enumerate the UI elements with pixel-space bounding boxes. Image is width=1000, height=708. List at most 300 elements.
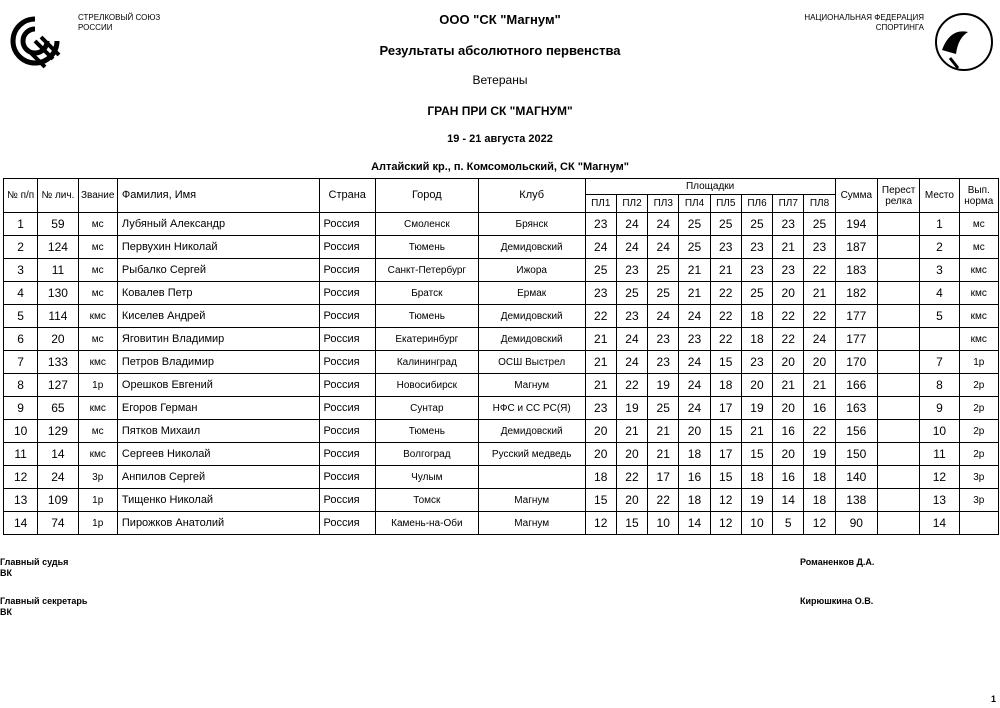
cell-num: 14 [4,512,38,535]
cell-score-pl7: 22 [773,328,804,351]
col-city: Город [375,179,478,213]
cell-num: 1 [4,213,38,236]
cell-score-pl5: 22 [710,328,741,351]
cell-rank: 1р [78,512,117,535]
cell-score-pl8: 21 [804,282,835,305]
cell-place [920,328,959,351]
right-org-name: НАЦИОНАЛЬНАЯ ФЕДЕРАЦИЯ СПОРТИНГА [804,13,924,32]
cell-num: 5 [4,305,38,328]
cell-score-pl1: 25 [585,259,616,282]
cell-score-pl4: 24 [679,374,710,397]
cell-score-pl3: 24 [648,236,679,259]
cell-score-pl2: 24 [616,213,647,236]
cell-rank: мс [78,259,117,282]
table-row [4,282,999,305]
table-row [4,420,999,443]
event-venue: Алтайский кр., п. Комсомольский, СК "Магнум" [371,161,629,173]
cell-num: 3 [4,259,38,282]
col-platform-2: ПЛ2 [616,195,647,213]
results-table [3,178,999,535]
cell-score-pl2: 15 [616,512,647,535]
cell-license: 24 [38,466,78,489]
table-row [4,443,999,466]
cell-city: Сунтар [375,397,478,420]
cell-shootoff [877,328,919,351]
cell-score-pl2: 20 [616,489,647,512]
cell-club: Демидовский [478,420,585,443]
cell-score-pl1: 21 [585,351,616,374]
cell-score-pl6: 18 [741,466,772,489]
table-row [4,259,999,282]
cell-name: Киселев Андрей [117,305,319,328]
cell-name: Ковалев Петр [117,282,319,305]
cell-norm: 2р [959,420,998,443]
cell-score-pl4: 23 [679,328,710,351]
cell-place: 11 [920,443,959,466]
cell-license: 74 [38,512,78,535]
cell-norm: кмс [959,328,998,351]
cell-score-pl5: 22 [710,282,741,305]
cell-license: 59 [38,213,78,236]
col-platform-3: ПЛ3 [648,195,679,213]
judge-name: Романенков Д.А. [800,557,875,567]
cell-score-pl7: 23 [773,259,804,282]
cell-shootoff [877,259,919,282]
cell-score-pl3: 25 [648,397,679,420]
cell-city: Тюмень [375,305,478,328]
cell-norm: 1р [959,351,998,374]
cell-sum: 183 [835,259,877,282]
cell-score-pl7: 5 [773,512,804,535]
cell-place: 7 [920,351,959,374]
cell-club [478,466,585,489]
cell-rank: кмс [78,305,117,328]
cell-rank: мс [78,420,117,443]
cell-score-pl6: 19 [741,397,772,420]
col-platform-1: ПЛ1 [585,195,616,213]
cell-score-pl4: 24 [679,397,710,420]
cell-score-pl8: 24 [804,328,835,351]
cell-norm: кмс [959,305,998,328]
col-platform-8: ПЛ8 [804,195,835,213]
cell-score-pl3: 23 [648,351,679,374]
cell-license: 133 [38,351,78,374]
cell-score-pl2: 24 [616,351,647,374]
cell-country: Россия [319,259,375,282]
cell-num: 12 [4,466,38,489]
cell-score-pl4: 25 [679,213,710,236]
cell-sum: 140 [835,466,877,489]
cell-norm: 2р [959,397,998,420]
col-sum: Сумма [835,179,877,213]
cell-score-pl6: 15 [741,443,772,466]
cell-norm: 3р [959,489,998,512]
cell-city: Екатеринбург [375,328,478,351]
cell-license: 129 [38,420,78,443]
judge-category: ВК [0,568,12,578]
cell-city: Братск [375,282,478,305]
table-row [4,351,999,374]
cell-score-pl5: 23 [710,236,741,259]
cell-score-pl3: 25 [648,282,679,305]
col-shootoff: Перест релка [877,179,919,213]
cell-country: Россия [319,420,375,443]
cell-place: 14 [920,512,959,535]
cell-score-pl7: 22 [773,305,804,328]
cell-country: Россия [319,489,375,512]
cell-city: Чулым [375,466,478,489]
cell-sum: 182 [835,282,877,305]
col-platforms: Площадки [585,179,835,195]
cell-shootoff [877,305,919,328]
cell-score-pl7: 21 [773,236,804,259]
cell-shootoff [877,236,919,259]
cell-score-pl8: 22 [804,305,835,328]
cell-club: Русский медведь [478,443,585,466]
cell-city: Тюмень [375,236,478,259]
cell-club: Демидовский [478,305,585,328]
cell-name: Первухин Николай [117,236,319,259]
cell-sum: 138 [835,489,877,512]
cell-rank: 3р [78,466,117,489]
cell-sum: 166 [835,374,877,397]
cell-sum: 156 [835,420,877,443]
cell-name: Тищенко Николай [117,489,319,512]
cell-score-pl2: 24 [616,236,647,259]
cell-score-pl2: 22 [616,466,647,489]
cell-score-pl4: 25 [679,236,710,259]
table-row [4,305,999,328]
col-platform-7: ПЛ7 [773,195,804,213]
judge-block [0,557,68,579]
cell-name: Сергеев Николай [117,443,319,466]
cell-score-pl3: 24 [648,213,679,236]
cell-score-pl6: 10 [741,512,772,535]
cell-score-pl4: 24 [679,305,710,328]
cell-norm [959,512,998,535]
cell-rank: кмс [78,397,117,420]
cell-num: 6 [4,328,38,351]
cell-score-pl7: 20 [773,443,804,466]
cell-score-pl7: 20 [773,397,804,420]
cell-score-pl7: 20 [773,282,804,305]
cell-name: Пятков Михаил [117,420,319,443]
cell-norm: 3р [959,466,998,489]
col-platform-4: ПЛ4 [679,195,710,213]
cell-name: Рыбалко Сергей [117,259,319,282]
table-row [4,328,999,351]
cell-license: 65 [38,397,78,420]
cell-score-pl4: 20 [679,420,710,443]
cell-norm: 2р [959,374,998,397]
cell-norm: мс [959,236,998,259]
cell-place: 9 [920,397,959,420]
table-row [4,397,999,420]
cell-country: Россия [319,466,375,489]
cell-num: 10 [4,420,38,443]
cell-city: Волгоград [375,443,478,466]
cell-score-pl2: 25 [616,282,647,305]
cell-rank: кмс [78,351,117,374]
cell-shootoff [877,443,919,466]
cell-score-pl4: 18 [679,489,710,512]
event-name: ГРАН ПРИ СК "МАГНУМ" [427,104,573,118]
cell-club: Демидовский [478,236,585,259]
cell-score-pl1: 22 [585,305,616,328]
cell-city: Томск [375,489,478,512]
cell-sum: 177 [835,328,877,351]
cell-score-pl5: 21 [710,259,741,282]
cell-country: Россия [319,305,375,328]
cell-sum: 194 [835,213,877,236]
cell-shootoff [877,282,919,305]
cell-rank: мс [78,236,117,259]
cell-score-pl3: 25 [648,259,679,282]
cell-place: 10 [920,420,959,443]
cell-name: Орешков Евгений [117,374,319,397]
cell-score-pl4: 21 [679,282,710,305]
cell-score-pl1: 20 [585,420,616,443]
cell-shootoff [877,420,919,443]
cell-name: Яговитин Владимир [117,328,319,351]
left-org-name: СТРЕЛКОВЫЙ СОЮЗ РОССИИ [78,13,161,32]
cell-score-pl6: 19 [741,489,772,512]
cell-score-pl5: 22 [710,305,741,328]
cell-score-pl8: 22 [804,259,835,282]
cell-city: Камень-на-Оби [375,512,478,535]
cell-num: 9 [4,397,38,420]
cell-score-pl2: 24 [616,328,647,351]
cell-score-pl4: 21 [679,259,710,282]
cell-shootoff [877,374,919,397]
cell-score-pl8: 18 [804,466,835,489]
col-platform-6: ПЛ6 [741,195,772,213]
cell-rank: мс [78,328,117,351]
cell-place: 12 [920,466,959,489]
cell-score-pl6: 18 [741,305,772,328]
cell-place: 3 [920,259,959,282]
cell-place: 4 [920,282,959,305]
cell-license: 14 [38,443,78,466]
cell-country: Россия [319,236,375,259]
cell-score-pl6: 23 [741,236,772,259]
col-rank: Звание [78,179,117,213]
cell-sum: 187 [835,236,877,259]
cell-sum: 170 [835,351,877,374]
cell-score-pl7: 16 [773,420,804,443]
cell-country: Россия [319,443,375,466]
cell-country: Россия [319,351,375,374]
cell-score-pl8: 18 [804,489,835,512]
cell-score-pl6: 25 [741,213,772,236]
cell-city: Новосибирск [375,374,478,397]
cell-place: 5 [920,305,959,328]
col-club: Клуб [478,179,585,213]
cell-score-pl4: 18 [679,443,710,466]
cell-country: Россия [319,397,375,420]
cell-score-pl5: 15 [710,351,741,374]
cell-club: Магнум [478,374,585,397]
secretary-name: Кирюшкина О.В. [800,596,874,606]
cell-score-pl5: 17 [710,443,741,466]
cell-score-pl2: 19 [616,397,647,420]
event-dates: 19 - 21 августа 2022 [447,133,553,145]
col-norm: Вып. норма [959,179,998,213]
cell-score-pl2: 23 [616,259,647,282]
cell-score-pl8: 22 [804,420,835,443]
col-license: № лич. [38,179,78,213]
cell-score-pl1: 23 [585,282,616,305]
table-row [4,236,999,259]
cell-score-pl8: 21 [804,374,835,397]
cell-score-pl8: 20 [804,351,835,374]
cell-license: 109 [38,489,78,512]
cell-shootoff [877,489,919,512]
cell-score-pl2: 22 [616,374,647,397]
cell-score-pl1: 24 [585,236,616,259]
cell-num: 4 [4,282,38,305]
cell-club: Брянск [478,213,585,236]
cell-score-pl2: 21 [616,420,647,443]
cell-score-pl1: 21 [585,328,616,351]
cell-score-pl8: 16 [804,397,835,420]
cell-shootoff [877,213,919,236]
cell-license: 20 [38,328,78,351]
cell-score-pl5: 12 [710,512,741,535]
cell-score-pl3: 23 [648,328,679,351]
cell-score-pl6: 25 [741,282,772,305]
cell-score-pl8: 19 [804,443,835,466]
cell-place: 2 [920,236,959,259]
cell-sum: 150 [835,443,877,466]
company-name: ООО "СК "Магнум" [439,12,561,27]
cell-score-pl1: 20 [585,443,616,466]
cell-score-pl5: 18 [710,374,741,397]
cell-score-pl1: 12 [585,512,616,535]
cell-place: 13 [920,489,959,512]
cell-license: 11 [38,259,78,282]
cell-score-pl6: 23 [741,259,772,282]
secretary-block [0,596,87,618]
cell-num: 13 [4,489,38,512]
table-row [4,512,999,535]
table-row [4,374,999,397]
cell-score-pl7: 23 [773,213,804,236]
table-row [4,213,999,236]
cell-num: 8 [4,374,38,397]
cell-score-pl7: 20 [773,351,804,374]
cell-score-pl5: 25 [710,213,741,236]
cell-city: Тюмень [375,420,478,443]
cell-num: 11 [4,443,38,466]
cell-shootoff [877,397,919,420]
cell-score-pl3: 19 [648,374,679,397]
cell-license: 130 [38,282,78,305]
judge-title: Главный судья [0,557,69,567]
col-name: Фамилия, Имя [117,179,319,213]
cell-score-pl4: 24 [679,351,710,374]
document-title: Результаты абсолютного первенства [379,43,621,58]
cell-score-pl6: 18 [741,328,772,351]
cell-club: Ижора [478,259,585,282]
cell-rank: мс [78,213,117,236]
col-num: № п/п [4,179,38,213]
cell-score-pl4: 14 [679,512,710,535]
cell-country: Россия [319,512,375,535]
col-country: Страна [319,179,375,213]
cell-score-pl3: 24 [648,305,679,328]
cell-score-pl6: 20 [741,374,772,397]
cell-city: Санкт-Петербург [375,259,478,282]
cell-club: НФС и СС РС(Я) [478,397,585,420]
cell-shootoff [877,512,919,535]
cell-name: Анпилов Сергей [117,466,319,489]
cell-sum: 90 [835,512,877,535]
cell-score-pl3: 17 [648,466,679,489]
cell-club: ОСШ Выстрел [478,351,585,374]
cell-place: 1 [920,213,959,236]
cell-country: Россия [319,282,375,305]
cell-norm: кмс [959,259,998,282]
cell-club: Демидовский [478,328,585,351]
cell-num: 2 [4,236,38,259]
cell-score-pl2: 23 [616,305,647,328]
cell-club: Ермак [478,282,585,305]
cell-name: Петров Владимир [117,351,319,374]
cell-score-pl8: 23 [804,236,835,259]
category-label: Ветераны [472,73,528,87]
cell-score-pl3: 10 [648,512,679,535]
cell-score-pl1: 23 [585,213,616,236]
cell-license: 127 [38,374,78,397]
secretary-title: Главный секретарь [0,596,88,606]
cell-score-pl1: 23 [585,397,616,420]
cell-club: Магнум [478,489,585,512]
cell-score-pl5: 12 [710,489,741,512]
cell-score-pl6: 23 [741,351,772,374]
cell-score-pl3: 21 [648,443,679,466]
cell-shootoff [877,351,919,374]
cell-score-pl5: 15 [710,420,741,443]
cell-norm: 2р [959,443,998,466]
cell-score-pl1: 21 [585,374,616,397]
cell-norm: мс [959,213,998,236]
cell-city: Смоленск [375,213,478,236]
cell-score-pl5: 17 [710,397,741,420]
secretary-category: ВК [0,607,12,617]
cell-rank: 1р [78,374,117,397]
cell-name: Пирожков Анатолий [117,512,319,535]
cell-rank: кмс [78,443,117,466]
cell-score-pl7: 16 [773,466,804,489]
cell-shootoff [877,466,919,489]
cell-norm: кмс [959,282,998,305]
cell-num: 7 [4,351,38,374]
cell-license: 114 [38,305,78,328]
col-platform-5: ПЛ5 [710,195,741,213]
cell-score-pl1: 15 [585,489,616,512]
cell-sum: 163 [835,397,877,420]
cell-score-pl3: 21 [648,420,679,443]
cell-score-pl4: 16 [679,466,710,489]
cell-rank: 1р [78,489,117,512]
cell-city: Калининград [375,351,478,374]
cell-country: Россия [319,328,375,351]
page-number: 1 [990,694,996,704]
cell-score-pl3: 22 [648,489,679,512]
cell-score-pl2: 20 [616,443,647,466]
cell-score-pl8: 12 [804,512,835,535]
